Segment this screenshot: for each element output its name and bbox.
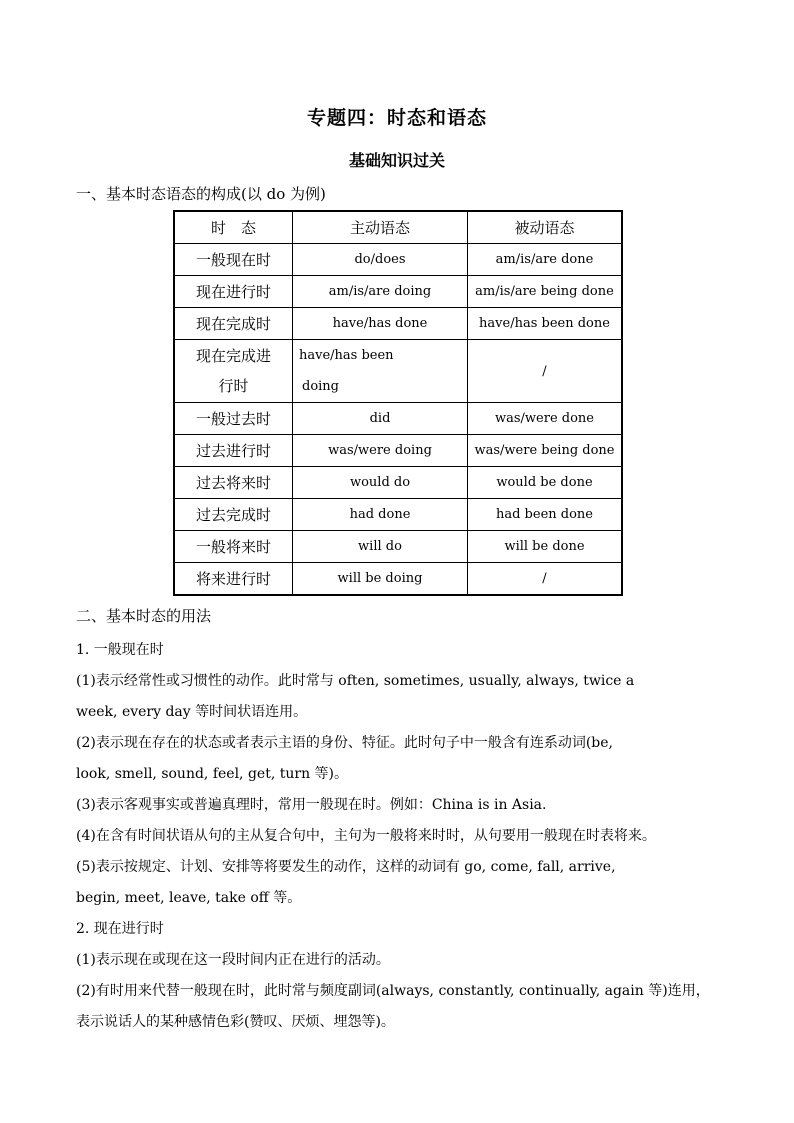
passive-cell: had been done <box>468 499 623 531</box>
header-passive: 被动语态 <box>468 211 623 244</box>
tense-cell: 过去进行时 <box>174 435 293 467</box>
section-2-heading: 二、基本时态的用法 <box>76 607 212 625</box>
subsection-heading: 1. 一般现在时 <box>76 642 164 658</box>
subsection-heading: 2. 现在进行时 <box>76 921 164 937</box>
header-active: 主动语态 <box>293 211 468 244</box>
tense-cell: 过去完成时 <box>174 499 293 531</box>
tense-cell: 一般现在时 <box>174 244 293 276</box>
paragraph-line: 表示说话人的某种感情色彩(赞叹、厌烦、埋怨等)。 <box>76 1014 395 1030</box>
active-cell: do/does <box>293 244 468 276</box>
paragraph-line: (2)有时用来代替一般现在时，此时常与频度副词(always, constantly, continually, again 等)连用， <box>76 983 710 999</box>
passive-cell: / <box>468 563 623 596</box>
active-cell <box>293 340 468 403</box>
active-cell: will be doing <box>293 563 468 596</box>
passive-cell: would be done <box>468 467 623 499</box>
table-row <box>174 244 622 276</box>
table-row <box>174 308 622 340</box>
table-row <box>174 531 622 563</box>
paragraph-line: (2)表示现在存在的状态或者表示主语的身份、特征。此时句子中一般含有连系动词(be, <box>76 735 613 751</box>
passive-cell: am/is/are done <box>468 244 623 276</box>
page-subtitle: 基础知识过关 <box>348 151 445 170</box>
tense-cell: 一般将来时 <box>174 531 293 563</box>
passive-cell: am/is/are being done <box>468 276 623 308</box>
tense-cell <box>174 340 293 403</box>
paragraph-line: begin, meet, leave, take off 等。 <box>76 890 302 906</box>
paragraph-line: (5)表示按规定、计划、安排等将要发生的动作，这样的动词有 go, come, fall, arrive, <box>76 859 616 875</box>
active-cell: did <box>293 403 468 435</box>
paragraph-line: (1)表示经常性或习惯性的动作。此时常与 often, sometimes, usually, always, twice a <box>76 673 635 689</box>
table-row <box>174 499 622 531</box>
table-header-row <box>174 211 622 244</box>
page-title: 专题四：时态和语态 <box>306 107 487 129</box>
tense-cell: 一般过去时 <box>174 403 293 435</box>
header-tense: 时 态 <box>174 211 293 244</box>
passive-cell: was/were being done <box>468 435 623 467</box>
paragraph-line: (4)在含有时间状语从句的主从复合句中，主句为一般将来时时，从句要用一般现在时表将来。 <box>76 828 656 844</box>
tense-voice-table <box>173 210 623 596</box>
table-row <box>174 403 622 435</box>
active-cell: have/has done <box>293 308 468 340</box>
section-1-heading: 一、基本时态语态的构成(以 do 为例) <box>76 185 326 203</box>
active-cell: will do <box>293 531 468 563</box>
tense-cell: 现在完成时 <box>174 308 293 340</box>
tense-cell: 过去将来时 <box>174 467 293 499</box>
tense-line-1: 现在完成进 <box>195 347 271 365</box>
passive-cell: will be done <box>468 531 623 563</box>
tense-line-2: 行时 <box>218 377 249 395</box>
paragraph-line: week, every day 等时间状语连用。 <box>76 704 308 720</box>
tense-cell: 将来进行时 <box>174 563 293 596</box>
usage-content <box>76 635 726 1038</box>
table-row <box>174 340 622 403</box>
passive-cell: / <box>468 340 623 403</box>
paragraph-line: (3)表示客观事实或普遍真理时，常用一般现在时。例如：China is in Asia. <box>76 797 547 813</box>
table-row <box>174 467 622 499</box>
paragraph-line: look, smell, sound, feel, get, turn 等)。 <box>76 766 348 782</box>
active-line-1: have/has been <box>299 348 394 363</box>
active-line-2: doing <box>302 379 340 394</box>
table-row <box>174 435 622 467</box>
active-cell: was/were doing <box>293 435 468 467</box>
paragraph-line: (1)表示现在或现在这一段时间内正在进行的活动。 <box>76 952 390 968</box>
table-row <box>174 563 622 596</box>
tense-cell: 现在进行时 <box>174 276 293 308</box>
active-cell: am/is/are doing <box>293 276 468 308</box>
active-cell: had done <box>293 499 468 531</box>
table-row <box>174 276 622 308</box>
passive-cell: have/has been done <box>468 308 623 340</box>
active-cell: would do <box>293 467 468 499</box>
passive-cell: was/were done <box>468 403 623 435</box>
